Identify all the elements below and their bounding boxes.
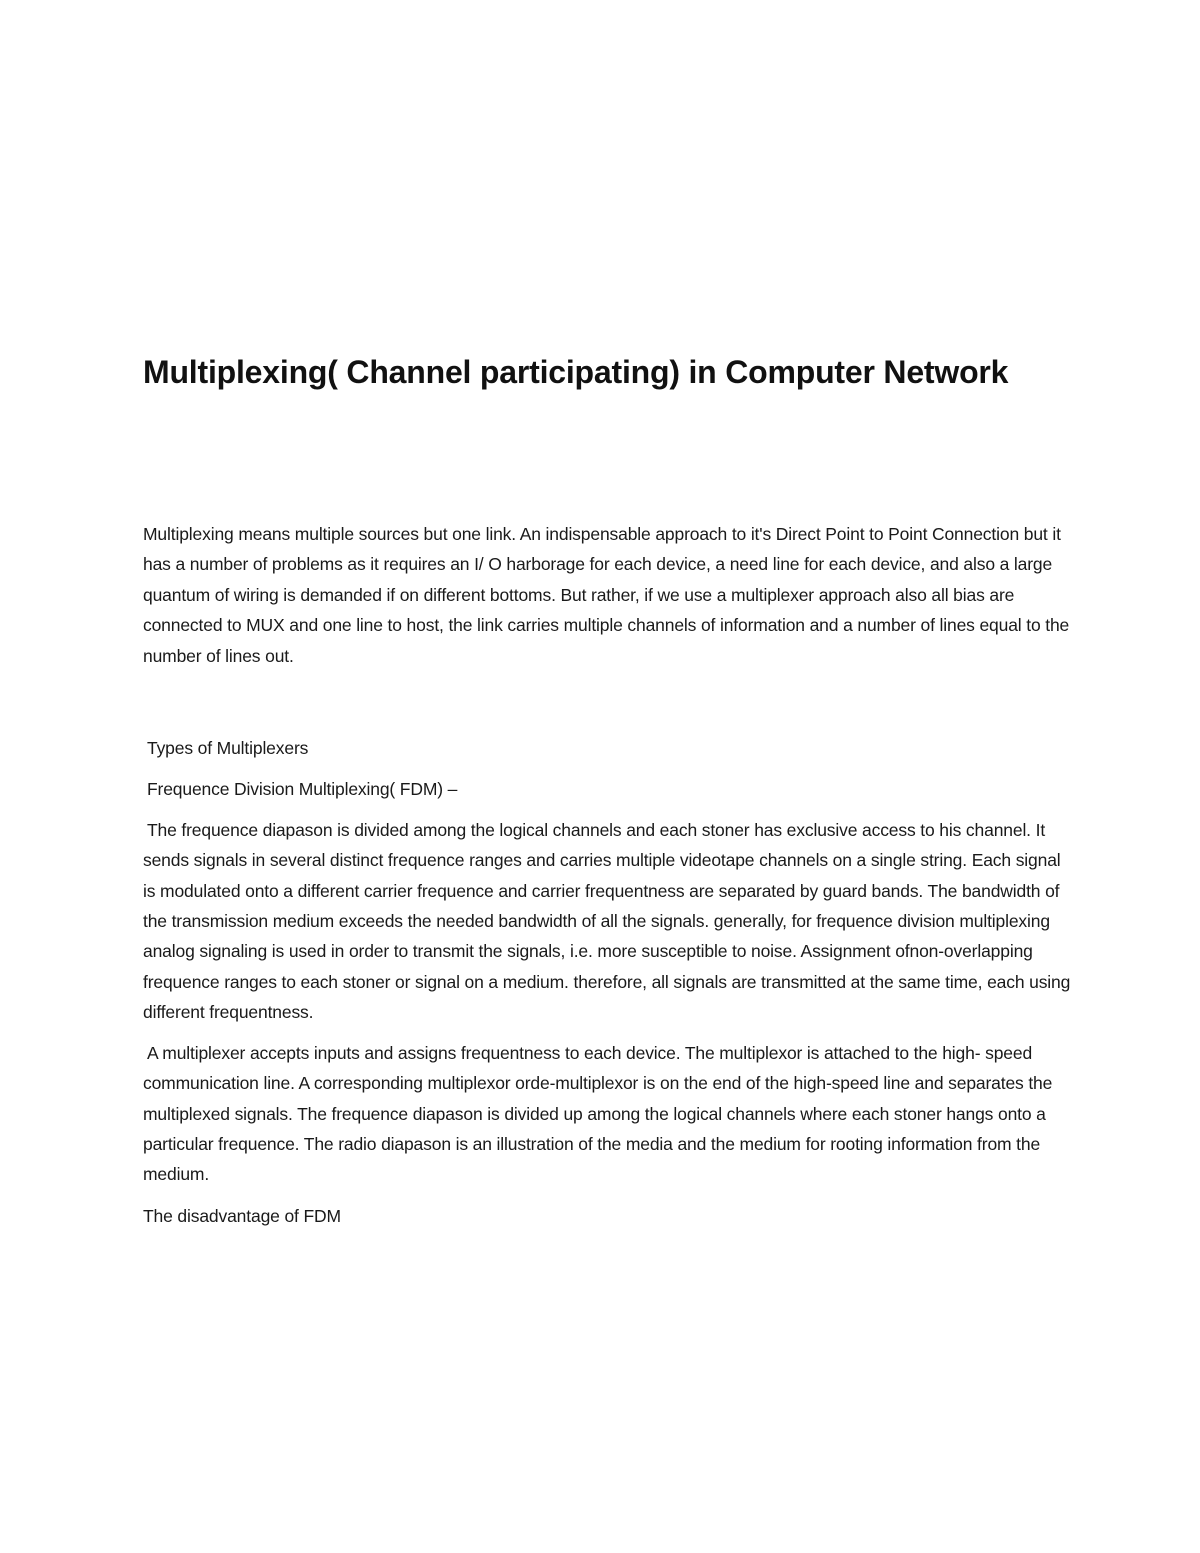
- document-title: Multiplexing( Channel participating) in Computer Network: [143, 354, 1009, 390]
- document-body: [143, 346, 1073, 1231]
- types-heading: Types of Multiplexers: [147, 738, 309, 759]
- multiplexer-paragraph: A multiplexer accepts inputs and assigns frequentness to each device. The multiplexor is attached to the high- speed communication line. A corresponding multiplexor orde-multiplexor is on the end of the high-speed line and separates the multiplexed signals. The frequence diapason is divided up among the logical channels where each stoner hangs onto a particular frequence. The radio diapason is an illustration of the media and the medium for rooting information from the medium.: [143, 1042, 1053, 1185]
- disadvantage-heading: The disadvantage of FDM: [143, 1205, 341, 1226]
- intro-paragraph: Multiplexing means multiple sources but one link. An indispensable approach to it's Direct Point to Point Connection but it has a number of problems as it requires an I/ O harborage for each device, a need line for each device, and also a large quantum of wiring is demanded if on different bottoms. But rather, if we use a multiplexer approach also all bias are connected to MUX and one line to host, the link carries multiple channels of information and a number of lines equal to the number of lines out.: [143, 524, 1070, 666]
- fdm-description-paragraph: The frequence diapason is divided among the logical channels and each stoner has exclusive access to his channel. It sends signals in several distinct frequence ranges and carries multiple videotape channels on a single string. Each signal is modulated onto a different carrier frequence and carrier frequentness are separated by guard bands. The bandwidth of the transmission medium exceeds the needed bandwidth of all the signals. generally, for frequence division multiplexing analog signaling is used in order to transmit the signals, i.e. more susceptible to noise. Assignment ofnon-overlapping frequence ranges to each stoner or signal on a medium. therefore, all signals are transmitted at the same time, each using different frequentness.: [143, 819, 1071, 1023]
- fdm-heading: Frequence Division Multiplexing( FDM) –: [147, 779, 458, 800]
